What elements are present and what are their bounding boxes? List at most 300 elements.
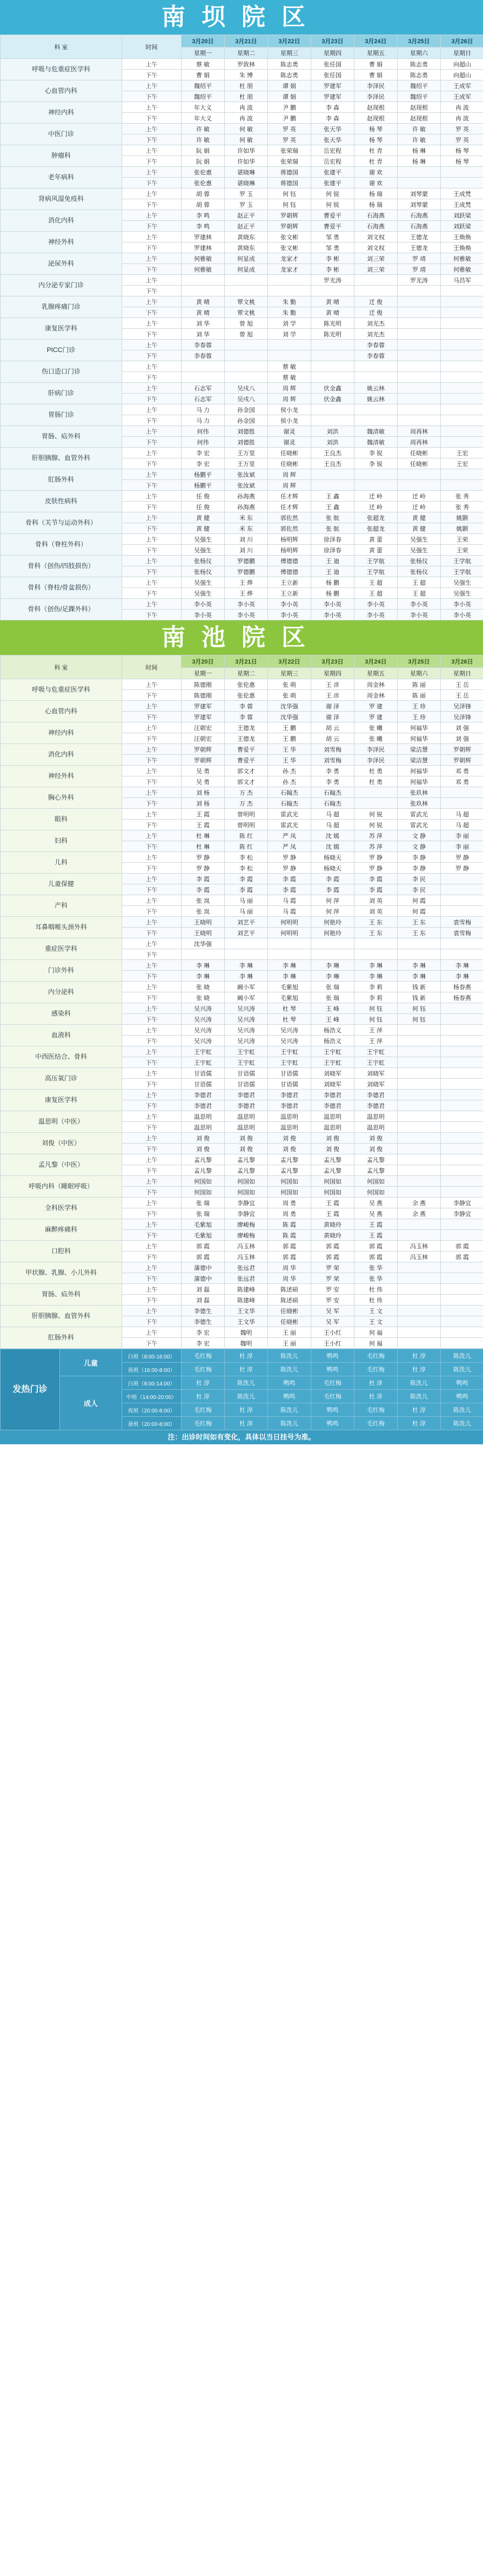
doctor-cell: 石翰杰: [268, 798, 311, 809]
doctor-cell: 吴兴涛: [268, 1025, 311, 1036]
doctor-cell: 蔡 敏: [268, 372, 311, 383]
department-name: 甲状腺、乳腺、小儿外科: [1, 1262, 122, 1284]
doctor-cell: 陈志勇: [268, 59, 311, 70]
doctor-cell: 马 超: [441, 809, 483, 820]
clinic-doctor-cell: 鸭鸣: [311, 1403, 354, 1417]
date-header: 3月23日: [311, 35, 354, 48]
doctor-cell: [354, 480, 398, 491]
weekday-header: 星期四: [311, 668, 354, 679]
doctor-cell: 张汝斌: [225, 469, 268, 480]
doctor-cell: 刘 俊: [354, 1133, 398, 1144]
doctor-cell: 张伦惠: [225, 690, 268, 701]
doctor-cell: 王学航: [441, 556, 483, 566]
doctor-cell: 刘 川: [225, 534, 268, 545]
doctor-cell: 魏明: [225, 1338, 268, 1349]
doctor-cell: 王宇虹: [311, 1057, 354, 1068]
doctor-cell: 李小英: [354, 599, 398, 610]
doctor-cell: [311, 340, 354, 350]
doctor-cell: 张 瑞: [311, 982, 354, 992]
doctor-cell: 汪朝宏: [182, 733, 225, 744]
doctor-cell: 吴兴涛: [268, 1036, 311, 1046]
table-row: [1, 1090, 483, 1100]
time-slot: 下午: [122, 820, 182, 830]
doctor-cell: 罗朝辉: [441, 744, 483, 755]
doctor-cell: 黄 晴: [182, 296, 225, 307]
time-slot: 上午: [122, 361, 182, 372]
doctor-cell: 黄晓东: [225, 242, 268, 253]
doctor-cell: 张玖林: [398, 787, 441, 798]
time-slot: 下午: [122, 264, 182, 275]
date-header: 3月20日: [182, 655, 225, 668]
doctor-cell: 吴 军: [311, 1306, 354, 1316]
time-slot: 上午: [122, 1003, 182, 1014]
doctor-cell: 郭文才: [225, 766, 268, 776]
doctor-cell: 王 岳: [441, 690, 483, 701]
doctor-cell: [441, 1316, 483, 1327]
doctor-cell: 李 锐: [354, 448, 398, 458]
doctor-cell: [311, 350, 354, 361]
doctor-cell: 谭 娟: [268, 91, 311, 102]
date-header: 3月24日: [354, 35, 398, 48]
doctor-cell: 温思明: [354, 1111, 398, 1122]
doctor-cell: 温思明: [354, 1122, 398, 1133]
time-slot: 下午: [122, 70, 182, 80]
doctor-cell: 迁 岭: [354, 502, 398, 512]
doctor-cell: 孟凡黎: [311, 1154, 354, 1165]
time-slot: 上午: [122, 1306, 182, 1316]
doctor-cell: [398, 1068, 441, 1079]
time-slot: 上午: [122, 1090, 182, 1100]
doctor-cell: 王 鹏: [268, 733, 311, 744]
doctor-cell: 王 东: [398, 928, 441, 938]
doctor-cell: 温思明: [268, 1111, 311, 1122]
clinic-row: [1, 1349, 483, 1363]
doctor-cell: 吴戌八: [225, 383, 268, 394]
doctor-cell: 吴强生: [398, 534, 441, 545]
table-row: [1, 766, 483, 776]
doctor-cell: 张天华: [311, 124, 354, 134]
doctor-cell: 严 凤: [268, 830, 311, 841]
table-row: [1, 512, 483, 523]
time-slot: 下午: [122, 776, 182, 787]
doctor-cell: [441, 1133, 483, 1144]
doctor-cell: 吴兴涛: [182, 1014, 225, 1025]
doctor-cell: [398, 1187, 441, 1198]
time-slot: 上午: [122, 1241, 182, 1252]
doctor-cell: 黄 晴: [311, 296, 354, 307]
doctor-cell: 郭文才: [225, 776, 268, 787]
doctor-cell: 何 敏: [225, 134, 268, 145]
doctor-cell: 胡 蓉: [182, 199, 225, 210]
doctor-cell: 吴 燕: [354, 1198, 398, 1208]
doctor-cell: [398, 1144, 441, 1154]
time-slot: 上午: [122, 917, 182, 928]
doctor-cell: [398, 1338, 441, 1349]
doctor-cell: 郭佐然: [268, 512, 311, 523]
doctor-cell: [441, 1219, 483, 1230]
time-slot: 下午: [122, 863, 182, 874]
doctor-cell: 周 辉: [268, 383, 311, 394]
table-row: [1, 1219, 483, 1230]
doctor-cell: 张伦惠: [225, 679, 268, 690]
doctor-cell: 郭 霞: [311, 1252, 354, 1262]
doctor-cell: 钱 新: [398, 982, 441, 992]
clinic-doctor-cell: 杜 淳: [225, 1363, 268, 1376]
doctor-cell: 吴 燕: [354, 1208, 398, 1219]
doctor-cell: 王 珍: [398, 701, 441, 712]
time-header: 时间: [122, 655, 182, 679]
time-slot: 下午: [122, 971, 182, 982]
doctor-cell: [441, 426, 483, 437]
doctor-cell: 何艳玲: [311, 917, 354, 928]
clinic-doctor-cell: 陈洗儿: [225, 1390, 268, 1403]
clinic-shift-time: 备班（20:00-8:00）: [122, 1417, 182, 1430]
doctor-cell: 迁 岭: [398, 502, 441, 512]
doctor-cell: 李 蓉: [225, 712, 268, 722]
doctor-cell: 郭 霞: [441, 1241, 483, 1252]
doctor-cell: [398, 1284, 441, 1295]
doctor-cell: 王 鹏: [268, 722, 311, 733]
clinic-doctor-cell: 毛红梅: [311, 1376, 354, 1390]
time-slot: 下午: [122, 307, 182, 318]
doctor-cell: 余 燕: [398, 1208, 441, 1219]
doctor-cell: [398, 1025, 441, 1036]
doctor-cell: [354, 415, 398, 426]
doctor-cell: 刘晓军: [354, 1079, 398, 1090]
table-row: [1, 383, 483, 394]
doctor-cell: 王焕焕: [441, 232, 483, 242]
doctor-cell: 李德君: [225, 1090, 268, 1100]
department-name: 全科医学科: [1, 1198, 122, 1219]
doctor-cell: 石海燕: [398, 221, 441, 232]
table-row: [1, 167, 483, 178]
doctor-cell: 冯玉林: [398, 1252, 441, 1262]
department-name: 康复医学科: [1, 318, 122, 340]
doctor-cell: 甘语儒: [225, 1079, 268, 1090]
time-slot: 上午: [122, 448, 182, 458]
doctor-cell: 吴兴涛: [225, 1014, 268, 1025]
doctor-cell: 刘 俊: [225, 1133, 268, 1144]
doctor-cell: 黄 健: [182, 512, 225, 523]
department-name: 骨科（脊柱/骨盆损伤）: [1, 577, 122, 599]
doctor-cell: 李 彬: [311, 253, 354, 264]
doctor-cell: [182, 361, 225, 372]
time-slot: 上午: [122, 124, 182, 134]
doctor-cell: 温思明: [311, 1111, 354, 1122]
doctor-cell: 冉 波: [441, 102, 483, 113]
doctor-cell: 吴泽锋: [441, 712, 483, 722]
doctor-cell: [398, 1273, 441, 1284]
doctor-cell: 赵正平: [225, 221, 268, 232]
doctor-cell: 罗 建: [354, 712, 398, 722]
doctor-cell: 尹 鹏: [268, 102, 311, 113]
doctor-cell: 迁 岭: [354, 491, 398, 502]
doctor-cell: 胡 云: [311, 733, 354, 744]
doctor-cell: 李 琳: [354, 960, 398, 971]
doctor-cell: 张荣瑞: [268, 145, 311, 156]
doctor-cell: 罗 荣: [311, 1273, 354, 1284]
time-slot: 上午: [122, 766, 182, 776]
table-row: [1, 534, 483, 545]
doctor-cell: 刘雪梅: [311, 755, 354, 766]
doctor-cell: 李 民: [398, 884, 441, 895]
time-slot: 下午: [122, 1165, 182, 1176]
weekday-header: 星期三: [268, 48, 311, 59]
date-header: 3月21日: [225, 655, 268, 668]
clinic-doctor-cell: 鸭鸣: [268, 1390, 311, 1403]
doctor-cell: 刘文权: [354, 232, 398, 242]
doctor-cell: 吴 勇: [182, 776, 225, 787]
doctor-cell: 魏绍平: [182, 80, 225, 91]
time-slot: 上午: [122, 874, 182, 884]
footer-note: 注：出诊时间如有变化，具体以当日挂号为准。: [0, 1430, 483, 1444]
doctor-cell: [398, 1176, 441, 1187]
doctor-cell: [441, 469, 483, 480]
time-slot: 下午: [122, 329, 182, 340]
doctor-cell: 吴兴涛: [182, 1025, 225, 1036]
time-slot: 下午: [122, 1295, 182, 1306]
department-name: 神经外科: [1, 766, 122, 787]
doctor-cell: 刘琴蒙: [398, 199, 441, 210]
doctor-cell: [441, 437, 483, 448]
doctor-cell: 何国如: [311, 1176, 354, 1187]
date-header: 3月25日: [398, 655, 441, 668]
doctor-cell: [441, 1327, 483, 1338]
doctor-cell: [225, 340, 268, 350]
doctor-cell: [441, 372, 483, 383]
doctor-cell: [441, 1306, 483, 1316]
weekday-header: 星期六: [398, 48, 441, 59]
time-slot: 下午: [122, 113, 182, 124]
doctor-cell: 王成梵: [441, 188, 483, 199]
doctor-cell: 沈华强: [268, 701, 311, 712]
doctor-cell: 刘 川: [225, 545, 268, 556]
doctor-cell: 李德君: [268, 1100, 311, 1111]
department-name: 口腔科: [1, 1241, 122, 1262]
fever-clinic-label: 发热门诊: [1, 1349, 60, 1430]
doctor-cell: [398, 1295, 441, 1306]
doctor-cell: 孟凡黎: [268, 1154, 311, 1165]
doctor-cell: 张 秀: [441, 502, 483, 512]
doctor-cell: 石海燕: [398, 210, 441, 221]
weekday-header: 星期一: [182, 668, 225, 679]
department-name: PICC门诊: [1, 340, 122, 361]
clinic-doctor-cell: 毛红梅: [182, 1417, 225, 1430]
time-slot: 下午: [122, 588, 182, 599]
doctor-cell: [225, 350, 268, 361]
time-slot: 上午: [122, 404, 182, 415]
doctor-cell: 徐泽春: [311, 545, 354, 556]
time-slot: 下午: [122, 1316, 182, 1327]
doctor-cell: 刘 俊: [182, 1144, 225, 1154]
doctor-cell: 王 霞: [311, 1198, 354, 1208]
doctor-cell: 雷武光: [268, 820, 311, 830]
doctor-cell: [398, 949, 441, 960]
doctor-cell: 周 勇: [268, 1208, 311, 1219]
table-row: [1, 102, 483, 113]
doctor-cell: 文 静: [398, 841, 441, 852]
department-name: 胃肠门诊: [1, 404, 122, 426]
table-row: [1, 426, 483, 437]
doctor-cell: 傅德德: [268, 566, 311, 577]
doctor-cell: 曹爱平: [311, 210, 354, 221]
doctor-cell: 杨 鹏: [311, 577, 354, 588]
doctor-cell: 王良杰: [311, 448, 354, 458]
doctor-cell: 毛紫旭: [268, 992, 311, 1003]
department-name: 肛肠外科: [1, 469, 122, 491]
doctor-cell: [441, 1176, 483, 1187]
doctor-cell: [398, 938, 441, 949]
table-row: [1, 1284, 483, 1295]
doctor-cell: 黄 蕾: [354, 545, 398, 556]
doctor-cell: 刘三荣: [354, 253, 398, 264]
doctor-cell: 罗建军: [182, 712, 225, 722]
doctor-cell: [441, 1122, 483, 1133]
table-row: [1, 1241, 483, 1252]
doctor-cell: 罗 英: [441, 124, 483, 134]
table-row: [1, 253, 483, 264]
time-slot: 下午: [122, 1187, 182, 1198]
doctor-cell: 张 萌: [268, 690, 311, 701]
clinic-shift-time: 夜班（20:00-8:00）: [122, 1403, 182, 1417]
doctor-cell: 黄 健: [398, 512, 441, 523]
doctor-cell: 何 萍: [311, 895, 354, 906]
clinic-doctor-cell: 杜 淳: [354, 1390, 398, 1403]
doctor-cell: 王万里: [225, 448, 268, 458]
doctor-cell: 张文彬: [268, 242, 311, 253]
doctor-cell: 任晓彬: [268, 458, 311, 469]
doctor-cell: [311, 480, 354, 491]
time-slot: 下午: [122, 928, 182, 938]
doctor-cell: 刘艺平: [225, 917, 268, 928]
doctor-cell: 罗 靖: [398, 253, 441, 264]
doctor-cell: 李 霞: [354, 884, 398, 895]
doctor-cell: 郭 霞: [268, 1252, 311, 1262]
doctor-cell: 黄 晴: [182, 307, 225, 318]
doctor-cell: 何国如: [268, 1187, 311, 1198]
doctor-cell: [441, 383, 483, 394]
doctor-cell: 邓 勇: [441, 766, 483, 776]
doctor-cell: 蒋德国: [268, 167, 311, 178]
doctor-cell: 任晓彬: [398, 458, 441, 469]
doctor-cell: 王宇虹: [268, 1057, 311, 1068]
time-slot: 上午: [122, 102, 182, 113]
doctor-cell: 赵现根: [354, 113, 398, 124]
doctor-cell: 王德龙: [398, 232, 441, 242]
doctor-cell: 向超山: [441, 59, 483, 70]
time-slot: 上午: [122, 426, 182, 437]
doctor-cell: [398, 296, 441, 307]
doctor-cell: 王 霞: [354, 1219, 398, 1230]
doctor-cell: 何国如: [182, 1176, 225, 1187]
doctor-cell: 何艳玲: [311, 928, 354, 938]
doctor-cell: 何显成: [225, 253, 268, 264]
doctor-cell: 杜 勇: [354, 766, 398, 776]
table-row: [1, 1198, 483, 1208]
doctor-cell: 张杨仪: [398, 556, 441, 566]
clinic-doctor-cell: 毛红梅: [182, 1363, 225, 1376]
doctor-cell: 李静宜: [225, 1208, 268, 1219]
doctor-cell: 张杨仪: [182, 556, 225, 566]
doctor-cell: [441, 949, 483, 960]
doctor-cell: 毛紫旭: [268, 982, 311, 992]
department-name: 骨科（关节与运动外科）: [1, 512, 122, 534]
doctor-cell: 温思明: [225, 1111, 268, 1122]
doctor-cell: 何国如: [354, 1187, 398, 1198]
doctor-cell: 王 东: [354, 928, 398, 938]
doctor-cell: 王 珍: [398, 712, 441, 722]
doctor-cell: 刘 俊: [268, 1133, 311, 1144]
time-slot: 下午: [122, 523, 182, 534]
clinic-doctor-cell: 鸭鸣: [311, 1349, 354, 1363]
department-name: 消化内科: [1, 744, 122, 766]
doctor-cell: 袁雪梅: [441, 928, 483, 938]
doctor-cell: 刘 学: [268, 318, 311, 329]
doctor-cell: 张文彬: [268, 232, 311, 242]
time-slot: 下午: [122, 480, 182, 491]
clinic-doctor-cell: 杜 淳: [182, 1376, 225, 1390]
doctor-cell: 张 航: [311, 512, 354, 523]
clinic-doctor-cell: 鸭鸣: [441, 1390, 483, 1403]
department-name: 骨科（创伤/足踝外科）: [1, 599, 122, 620]
table-row: [1, 722, 483, 733]
doctor-cell: 李 鸣: [182, 221, 225, 232]
doctor-cell: 李春蓉: [354, 340, 398, 350]
doctor-cell: 曹爱平: [225, 755, 268, 766]
doctor-cell: 罗 玉: [225, 199, 268, 210]
time-slot: 上午: [122, 296, 182, 307]
doctor-cell: 刘 磊: [182, 1284, 225, 1295]
department-name: 胸心外科: [1, 787, 122, 809]
doctor-cell: 吴戌八: [225, 394, 268, 404]
weekday-header: 星期二: [225, 48, 268, 59]
department-name: 肛肠外科: [1, 1327, 122, 1349]
doctor-cell: 王文华: [225, 1306, 268, 1316]
doctor-cell: 孙海燕: [225, 502, 268, 512]
doctor-cell: 陈德刚: [182, 690, 225, 701]
doctor-cell: 罗德鹏: [225, 566, 268, 577]
doctor-cell: 刘德胜: [225, 437, 268, 448]
doctor-cell: 吴强生: [182, 588, 225, 599]
doctor-cell: 魏绍平: [398, 80, 441, 91]
time-slot: 下午: [122, 242, 182, 253]
doctor-cell: 李 霞: [311, 884, 354, 895]
time-slot: 上午: [122, 787, 182, 798]
doctor-cell: 王 峰: [311, 1014, 354, 1025]
doctor-cell: 张 萌: [268, 679, 311, 690]
doctor-cell: [398, 1057, 441, 1068]
doctor-cell: 罗建军: [311, 80, 354, 91]
doctor-cell: 岳宏程: [311, 156, 354, 167]
doctor-cell: 刘德胜: [225, 426, 268, 437]
doctor-cell: 刘琴蒙: [398, 188, 441, 199]
doctor-cell: 许 敏: [398, 134, 441, 145]
time-slot: 上午: [122, 1046, 182, 1057]
doctor-cell: 陈述硕: [268, 1284, 311, 1295]
doctor-cell: 刘文权: [354, 242, 398, 253]
doctor-cell: 蒲德中: [182, 1262, 225, 1273]
doctor-cell: [441, 1295, 483, 1306]
doctor-cell: 陈光明: [311, 329, 354, 340]
doctor-cell: 王万里: [225, 458, 268, 469]
doctor-cell: 王宇虹: [182, 1057, 225, 1068]
doctor-cell: 何福华: [398, 776, 441, 787]
doctor-cell: 郭 霞: [354, 1241, 398, 1252]
doctor-cell: 李 琳: [268, 971, 311, 982]
time-slot: 上午: [122, 1327, 182, 1338]
doctor-cell: 杨晓天: [311, 852, 354, 863]
time-slot: 下午: [122, 1252, 182, 1262]
